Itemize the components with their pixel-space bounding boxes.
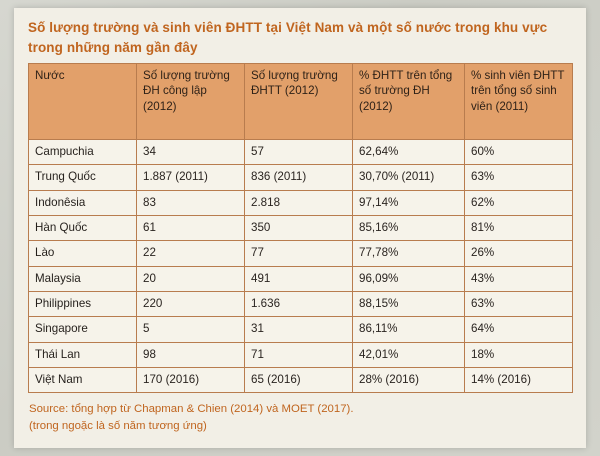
column-header-private-share: % ĐHTT trên tổng số trường ĐH (2012) [353, 64, 465, 140]
page-title: Số lượng trường và sinh viên ĐHTT tại Việt Nam và một số nước trong khu vực trong những năm gần đây [28, 20, 548, 55]
cell-private-share: 86,11% [353, 317, 465, 342]
cell-public-universities: 170 (2016) [137, 367, 245, 392]
cell-student-share: 62% [465, 190, 573, 215]
cell-private-universities: 350 [245, 216, 353, 241]
source-line-2: (trong ngoặc là số năm tương ứng) [29, 420, 207, 433]
cell-private-universities: 836 (2011) [245, 165, 353, 190]
cell-private-universities: 1.636 [245, 291, 353, 316]
table-row [29, 190, 573, 215]
table-row [29, 140, 573, 165]
cell-country: Thái Lan [29, 342, 137, 367]
statistics-table [28, 63, 573, 393]
cell-public-universities: 1.887 (2011) [137, 165, 245, 190]
cell-student-share: 14% (2016) [465, 367, 573, 392]
cell-country: Singapore [29, 317, 137, 342]
cell-country: Trung Quốc [29, 165, 137, 190]
cell-public-universities: 61 [137, 216, 245, 241]
cell-public-universities: 220 [137, 291, 245, 316]
source-line-1: Source: tổng hợp từ Chapman & Chien (2014) và MOET (2017). [29, 403, 354, 416]
cell-private-universities: 2.818 [245, 190, 353, 215]
cell-private-universities: 71 [245, 342, 353, 367]
table-row [29, 165, 573, 190]
cell-country: Hàn Quốc [29, 216, 137, 241]
source-note [14, 393, 586, 435]
cell-country: Malaysia [29, 266, 137, 291]
table-row [29, 266, 573, 291]
cell-private-universities: 491 [245, 266, 353, 291]
cell-private-share: 77,78% [353, 241, 465, 266]
cell-public-universities: 34 [137, 140, 245, 165]
cell-private-share: 30,70% (2011) [353, 165, 465, 190]
column-header-public-universities: Số lượng trường ĐH công lập (2012) [137, 64, 245, 140]
cell-public-universities: 83 [137, 190, 245, 215]
cell-private-universities: 77 [245, 241, 353, 266]
table-row [29, 317, 573, 342]
table-row [29, 216, 573, 241]
cell-private-share: 97,14% [353, 190, 465, 215]
cell-student-share: 60% [465, 140, 573, 165]
cell-private-share: 85,16% [353, 216, 465, 241]
cell-private-share: 62,64% [353, 140, 465, 165]
cell-student-share: 26% [465, 241, 573, 266]
cell-public-universities: 20 [137, 266, 245, 291]
column-header-private-universities: Số lượng trường ĐHTT (2012) [245, 64, 353, 140]
table-header-row [29, 64, 573, 140]
cell-country: Indonêsia [29, 190, 137, 215]
cell-public-universities: 98 [137, 342, 245, 367]
cell-student-share: 64% [465, 317, 573, 342]
cell-student-share: 18% [465, 342, 573, 367]
table-row [29, 291, 573, 316]
cell-private-universities: 57 [245, 140, 353, 165]
cell-student-share: 43% [465, 266, 573, 291]
cell-student-share: 63% [465, 165, 573, 190]
cell-country: Lào [29, 241, 137, 266]
cell-private-share: 28% (2016) [353, 367, 465, 392]
cell-private-universities: 31 [245, 317, 353, 342]
cell-public-universities: 5 [137, 317, 245, 342]
cell-country: Campuchia [29, 140, 137, 165]
cell-public-universities: 22 [137, 241, 245, 266]
cell-private-universities: 65 (2016) [245, 367, 353, 392]
cell-student-share: 63% [465, 291, 573, 316]
column-header-student-share: % sinh viên ĐHTT trên tổng số sinh viên (2011) [465, 64, 573, 140]
cell-private-share: 96,09% [353, 266, 465, 291]
column-header-country: Nước [29, 64, 137, 140]
cell-private-share: 88,15% [353, 291, 465, 316]
cell-country: Philippines [29, 291, 137, 316]
cell-private-share: 42,01% [353, 342, 465, 367]
document-card [14, 8, 586, 448]
cell-country: Việt Nam [29, 367, 137, 392]
table-row [29, 241, 573, 266]
table-row [29, 342, 573, 367]
cell-student-share: 81% [465, 216, 573, 241]
table-row [29, 367, 573, 392]
